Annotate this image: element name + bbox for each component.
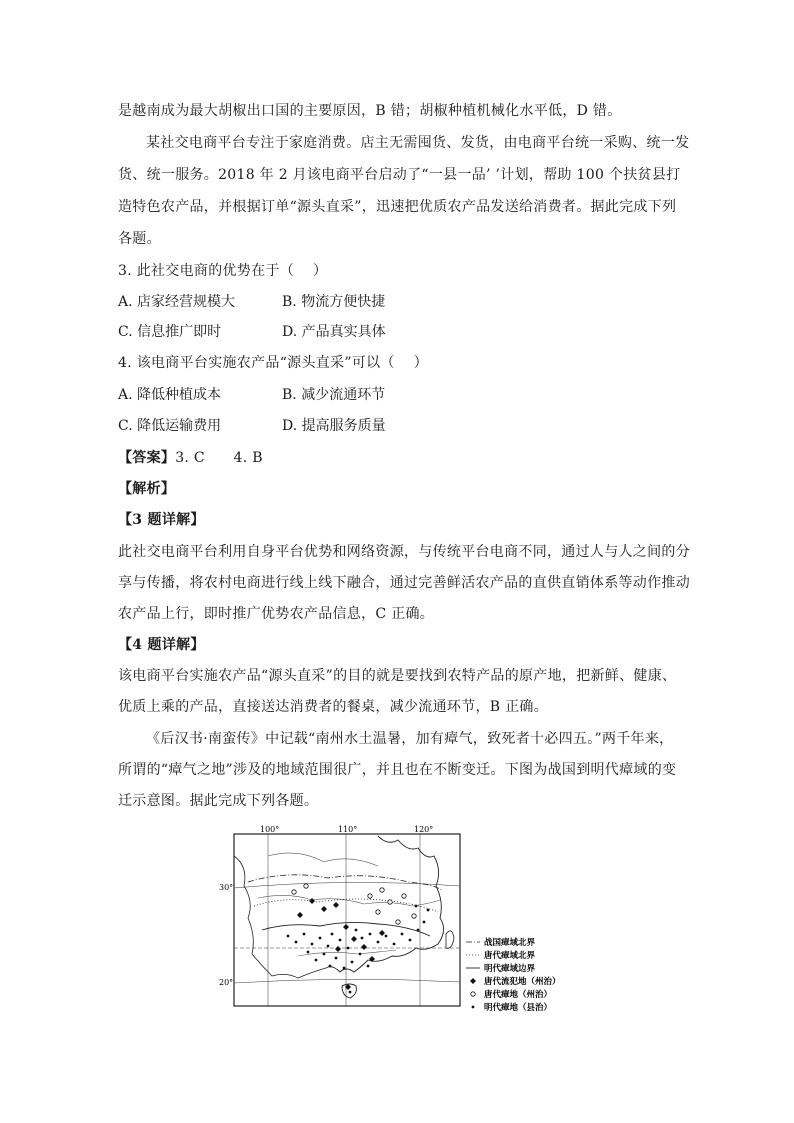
legend-label-ming: 明代瘴域边界: [484, 964, 536, 974]
lon-label-110: 110°: [338, 825, 358, 834]
q3-detail-line3: 农产品上行，即时推广优势农产品信息，C 正确。: [118, 606, 435, 622]
question-4-option-a: A. 降低种植成本: [118, 387, 222, 403]
legend-circle-icon: [471, 992, 475, 996]
answer-label: 【答案】: [118, 450, 176, 466]
q3-detail-line2: 享与传播，将农村电商进行线上线下融合，通过完善鲜活农产品的直供直销体系等动作推动: [118, 575, 690, 591]
passage1-line3: 造特色农产品，并根据订单“源头直采”，迅速把优质农产品发送给消费者。据此完成下列: [118, 199, 677, 215]
passage1-line2: 货、统一服务。2018 年 2 月该电商平台启动了“一县一品’ ’计划，帮助 100 个扶贫县打: [118, 167, 681, 183]
q4-detail-label: 【4 题详解】: [118, 637, 205, 653]
legend-diamond-icon: [470, 978, 476, 984]
q3-detail-line1: 此社交电商平台利用自身平台优势和网络资源，与传统平台电商不同，通过人与人之间的分: [118, 544, 690, 560]
lat-label-30: 30°: [219, 883, 234, 892]
legend-label-tang-miasma: 唐代瘴地（州治）: [484, 990, 553, 1000]
lon-label-100: 100°: [260, 825, 280, 834]
legend-label-warring-states: 战国瘴域北界: [484, 938, 536, 948]
question-3-stem: 3. 此社交电商的优势在于（ ）: [118, 263, 328, 279]
passage1-line4: 各题。: [118, 231, 161, 247]
passage2-line2: 所谓的“瘴气之地”涉及的地域范围很广，并且也在不断变迁。下图为战国到明代瘴域的变: [118, 762, 677, 778]
legend-label-ming-miasma: 明代瘴地（县治）: [484, 1003, 553, 1013]
miasma-map-figure: [219, 825, 568, 1014]
miasma-map: [219, 825, 568, 1014]
passage2-line3: 迁示意图。据此完成下列各题。: [118, 793, 319, 809]
question-4-option-d: D. 提高服务质量: [282, 418, 386, 434]
lon-label-120: 120°: [414, 825, 434, 834]
question-4-option-c: C. 降低运输费用: [118, 418, 222, 434]
legend-label-tang: 唐代瘴域北界: [484, 951, 536, 961]
q4-detail-line1: 该电商平台实施农产品“源头直采”的目的就是要找到农特产品的原产地，把新鲜、健康、: [118, 668, 677, 684]
q3-detail-label: 【3 题详解】: [118, 512, 205, 528]
answer-text: 3. C 4. B: [175, 450, 263, 466]
question-3-option-d: D. 产品真实具体: [282, 324, 386, 340]
question-3-option-c: C. 信息推广即时: [118, 324, 222, 340]
passage2-line1: 《后汉书·南蛮传》中记载“南州水土温暑，加有瘴气，致死者十必四五。”两千年来，: [146, 731, 674, 747]
legend-label-tang-exile: 唐代流犯地（州治）: [484, 977, 561, 987]
passage1-line1: 某社交电商平台专注于家庭消费。店主无需囤货、发货，由电商平台统一采购、统一发: [146, 135, 690, 151]
paragraph-continuation: 是越南成为最大胡椒出口国的主要原因，B 错；胡椒种植机械化水平低，D 错。: [118, 103, 622, 119]
question-3-option-a: A. 店家经营规模大: [118, 294, 236, 310]
map-legend: [466, 937, 561, 1013]
lat-label-20: 20°: [219, 978, 234, 987]
question-4-stem: 4. 该电商平台实施农产品“源头直采”可以（ ）: [118, 355, 429, 371]
q4-detail-line2: 优质上乘的产品，直接送达消费者的餐桌，减少流通环节，B 正确。: [118, 699, 549, 715]
analysis-label: 【解析】: [118, 481, 176, 497]
question-4-option-b: B. 减少流通环节: [282, 387, 386, 403]
legend-dot-icon: [472, 1006, 475, 1009]
answer-line: [118, 448, 263, 468]
question-3-option-b: B. 物流方便快捷: [282, 294, 386, 310]
